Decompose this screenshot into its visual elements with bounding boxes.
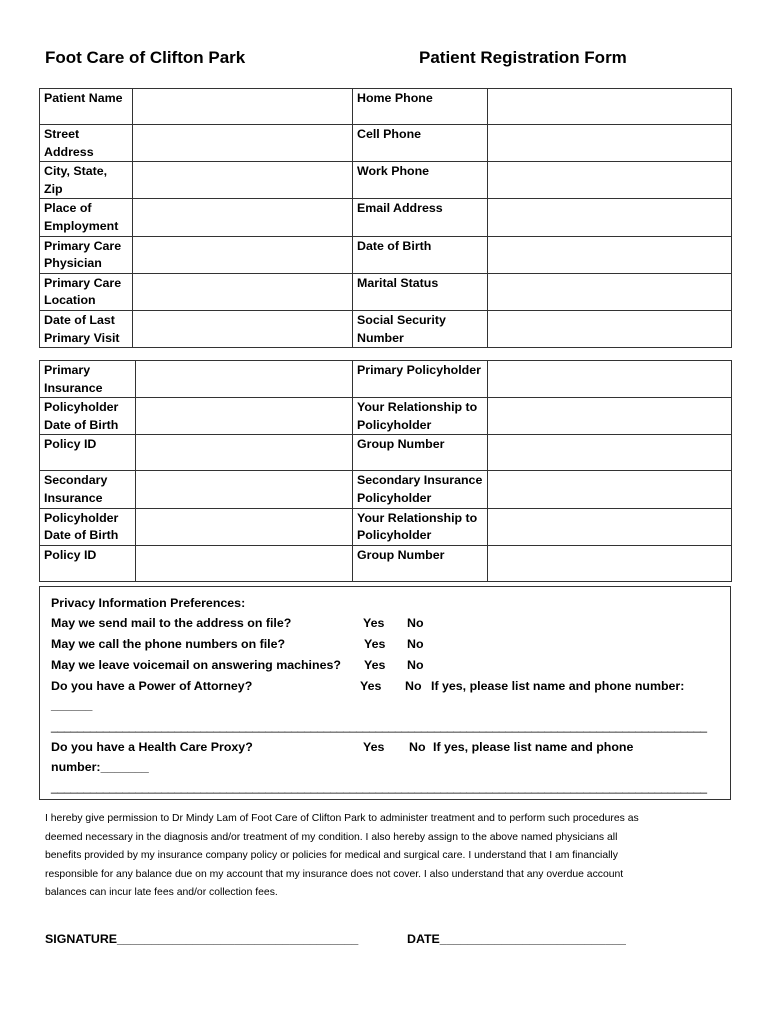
primary-care-location-field[interactable]: [133, 273, 353, 310]
primary-policy-id-field[interactable]: [136, 435, 353, 471]
insurance-info-table: [39, 360, 732, 582]
primary-care-physician-label: Primary Care Physician: [40, 236, 133, 273]
cell-phone-field[interactable]: [488, 125, 732, 162]
phone-question: May we call the phone numbers on file?: [51, 637, 286, 651]
primary-group-number-field[interactable]: [488, 435, 732, 471]
primary-care-physician-field[interactable]: [133, 236, 353, 273]
secondary-insurance-label: Secondary Insurance: [40, 471, 136, 508]
home-phone-label: Home Phone: [353, 89, 488, 125]
consent-line: I hereby give permission to Dr Mindy Lam of Foot Care of Clifton Park to administer treatment and to perform such procedures as: [45, 813, 639, 824]
primary-policyholder-dob-label: Policyholder Date of Birth: [40, 398, 136, 435]
primary-insurance-label: Primary Insurance: [40, 361, 136, 398]
primary-care-location-label: Primary Care Location: [40, 273, 133, 310]
secondary-policyholder-dob-label: Policyholder Date of Birth: [40, 508, 136, 545]
home-phone-field[interactable]: [488, 89, 732, 125]
secondary-policyholder-field[interactable]: [488, 471, 732, 508]
voicemail-no-option[interactable]: No: [407, 658, 424, 672]
social-security-number-label: Social Security Number: [353, 310, 488, 347]
primary-relationship-label: Your Relationship to Policyholder: [353, 398, 488, 435]
phone-yes-option[interactable]: Yes: [364, 637, 386, 651]
consent-line: benefits provided by my insurance company policy or policies for medical and surgical care. I understand that I am financially: [45, 850, 618, 861]
proxy-followup-text: If yes, please list name and phone: [433, 740, 634, 754]
secondary-policy-id-label: Policy ID: [40, 545, 136, 581]
practice-name: Foot Care of Clifton Park: [45, 48, 246, 67]
primary-insurance-field[interactable]: [136, 361, 353, 398]
secondary-policyholder-label: Secondary Insurance Policyholder: [353, 471, 488, 508]
table-row: [40, 398, 732, 435]
mail-yes-option[interactable]: Yes: [363, 616, 385, 630]
email-address-field[interactable]: [488, 199, 732, 236]
proxy-no-option[interactable]: No: [409, 740, 426, 754]
secondary-group-number-field[interactable]: [488, 545, 732, 581]
secondary-policy-id-field[interactable]: [136, 545, 353, 581]
table-row: [40, 89, 732, 125]
table-row: [40, 310, 732, 347]
date-of-last-primary-visit-field[interactable]: [133, 310, 353, 347]
table-row: [40, 471, 732, 508]
street-address-field[interactable]: [133, 125, 353, 162]
work-phone-label: Work Phone: [353, 162, 488, 199]
email-address-label: Email Address: [353, 199, 488, 236]
patient-name-label: Patient Name: [40, 89, 133, 125]
table-row: [40, 435, 732, 471]
mail-question: May we send mail to the address on file?: [51, 616, 292, 630]
consent-paragraph: [45, 810, 725, 903]
poa-yes-option[interactable]: Yes: [360, 679, 382, 693]
social-security-number-field[interactable]: [488, 310, 732, 347]
proxy-yes-option[interactable]: Yes: [363, 740, 385, 754]
place-of-employment-label: Place of Employment: [40, 199, 133, 236]
health-care-proxy-question: Do you have a Health Care Proxy?: [51, 740, 253, 754]
table-row: [40, 273, 732, 310]
primary-group-number-label: Group Number: [353, 435, 488, 471]
primary-relationship-field[interactable]: [488, 398, 732, 435]
secondary-relationship-field[interactable]: [488, 508, 732, 545]
privacy-heading: Privacy Information Preferences:: [51, 596, 246, 610]
city-state-zip-field[interactable]: [133, 162, 353, 199]
primary-policyholder-label: Primary Policyholder: [353, 361, 488, 398]
street-address-label: Street Address: [40, 125, 133, 162]
proxy-line[interactable]: _____________________________________________________________________________________________________: [51, 780, 707, 794]
place-of-employment-field[interactable]: [133, 199, 353, 236]
poa-no-option[interactable]: No: [405, 679, 422, 693]
cell-phone-label: Cell Phone: [353, 125, 488, 162]
primary-policyholder-field[interactable]: [488, 361, 732, 398]
table-row: [40, 545, 732, 581]
date-of-birth-field[interactable]: [488, 236, 732, 273]
patient-name-field[interactable]: [133, 89, 353, 125]
secondary-group-number-label: Group Number: [353, 545, 488, 581]
date-field[interactable]: DATE___________________________: [407, 932, 626, 946]
privacy-preferences-box: [39, 586, 731, 800]
table-row: [40, 236, 732, 273]
table-row: [40, 199, 732, 236]
form-title: Patient Registration Form: [419, 48, 627, 67]
date-of-last-primary-visit-label: Date of Last Primary Visit: [40, 310, 133, 347]
city-state-zip-label: City, State, Zip: [40, 162, 133, 199]
table-row: [40, 508, 732, 545]
marital-status-label: Marital Status: [353, 273, 488, 310]
form-header: [45, 48, 725, 74]
date-of-birth-label: Date of Birth: [353, 236, 488, 273]
secondary-insurance-field[interactable]: [136, 471, 353, 508]
signature-field[interactable]: SIGNATURE___________________________________: [45, 932, 359, 946]
proxy-number-blank[interactable]: number:_______: [51, 760, 149, 774]
voicemail-question: May we leave voicemail on answering machines?: [51, 658, 341, 672]
table-row: [40, 162, 732, 199]
consent-line: balances can incur late fees and/or collection fees.: [45, 887, 278, 898]
primary-policyholder-dob-field[interactable]: [136, 398, 353, 435]
primary-policy-id-label: Policy ID: [40, 435, 136, 471]
mail-no-option[interactable]: No: [407, 616, 424, 630]
phone-no-option[interactable]: No: [407, 637, 424, 651]
table-row: [40, 125, 732, 162]
power-of-attorney-question: Do you have a Power of Attorney?: [51, 679, 253, 693]
consent-line: deemed necessary in the diagnosis and/or treatment of my condition. I also hereby assign to the above named physicians all: [45, 831, 618, 843]
marital-status-field[interactable]: [488, 273, 732, 310]
poa-line[interactable]: _____________________________________________________________________________________________________: [51, 719, 707, 733]
work-phone-field[interactable]: [488, 162, 732, 199]
secondary-policyholder-dob-field[interactable]: [136, 508, 353, 545]
poa-blank[interactable]: ______: [51, 698, 93, 712]
table-row: [40, 361, 732, 398]
patient-info-table: [39, 88, 732, 348]
voicemail-yes-option[interactable]: Yes: [364, 658, 386, 672]
poa-followup-text: If yes, please list name and phone number:: [431, 679, 685, 693]
secondary-relationship-label: Your Relationship to Policyholder: [353, 508, 488, 545]
consent-line: responsible for any balance due on my account that my insurance does not cover. I also understand that any overdue account: [45, 868, 624, 880]
